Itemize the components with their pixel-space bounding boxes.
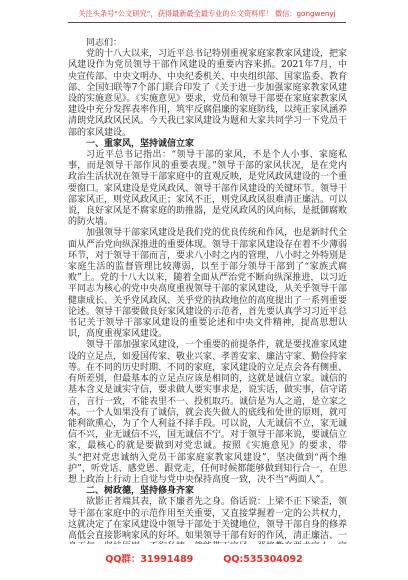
body-paragraph: 欲影正者端其表，欲下廉者先之身。俗话说：上梁不正下梁歪，领导干部在家庭中的示范作用至关重要，又直接掌握着一定的公共权力，这就决定了在家风建设中领导干部处于关键地位，领导干部自身的修养高低会直接影响家风的好坏。如果领导干部有好的作风，清正廉洁、一 bbox=[68, 497, 347, 541]
header-rule bbox=[68, 22, 346, 23]
footer-qq-group: QQ群：31991489 bbox=[105, 554, 194, 565]
page-footer bbox=[0, 554, 408, 566]
body-paragraph: 加强领导干部家风建设是我们党的优良传统和作风，也是新时代全面从严治党向纵深推进的重要体现。领导干部家风建设存在着不少薄弱环节，对于领导干部而言，要求八小时之内的管理，八小时之外特别是家庭生活的监督管理比较薄弱，以至于部分领导干部到了“家族式腐败”上。党的十八大以来，随着全面从严治党不断向纵深推进，以习近平同志为核心的党中央高度重视领导干部的家风建设，从关乎领导干部健康成长、关乎党风政风、关乎党的执政地位的高度提出了一系列重要论述。领导干部要做良好家风建设的示范者，首先要认真学习习近平总书记关于领导干部家风建设的重要论述和中央文件精神，提高思想认识，高度重视家风建设。 bbox=[68, 228, 347, 340]
page-header-promo: 关注头条号“公文研究”，获得最新最全最专业的公文资料库！ 微信：gongwenyj bbox=[78, 9, 336, 18]
salutation: 同志们： bbox=[86, 38, 123, 48]
footer-qq-number: QQ:535304092 bbox=[223, 554, 303, 565]
body-paragraph: 习近平总书记指出：“领导干部的家风，不是个人小事、家庭私事，而是领导干部作风的重要表现。”领导干部的家风状况，是在党内政治生活状况在领导干部家庭中的直观反映，是党风政风建设的一个重要窗口。家风建设是党风政风、领导干部作风建设的关键环节。领导干部家风正，则党风政风正；家风不正，则党风政风很难清正廉洁。可以说，良好家风是不腐家庭的助推器，是党风政风的风向标，是抵御腐败的防火墙。 bbox=[68, 150, 347, 228]
body-paragraph: 领导干部加强家风建设，一个重要的前提条件，就是要找准家风建设的立足点，如爱国传家、敬业兴家、孝善安家、廉洁守家、勤俭持家等。在不同的历史时期、不同的家庭，家风建设的立足点会各有侧重、有所差别，但最基本的立足点应该是相同的，这就是诚信立家。诚信的基本含义是诚实守信，要求做人要实事求是，说实话，做实事，信守诺言，言行一致，不能表里不一、投机取巧。诚信是为人之道，是立家之本。一个人如果没有了诚信，就会丧失做人的底线和处世的原则，就可能利欲熏心，为了个人利益不择手段。可以说，人无诚信不立，家无诚信不兴，业无诚信不兴，国无诚信不宁。对于领导干部来说，要诚信立家，最核心的就是要做到对党忠诚。按照《实施意见》的要求，带头“把对党忠诚纳入党员干部家庭家教家风建设”，坚决做到“两个维护”，听党话、感党恩、跟党走，任何时候都能够做到知行合一，在思想上政治上行动上自觉与党中央保持高度一致，决不当“两面人”。 bbox=[68, 340, 347, 485]
intro-paragraph: 党的十八大以来，习近平总书记特别重视家庭家教家风建设，把家风建设作为党员领导干部作风建设的重要内容来抓。2021年7月，中央宣传部、中央文明办、中央纪委机关、中央组织部、国家监委、教育部、全国妇联等7个部门联合印发了《关于进一步加强家庭家教家风建设的实施意见》。《实施意见》要求，党员和领导干部要在家庭家教家风建设中充分发挥表率作用，筑牢反腐倡廉的家庭防线，以纯正家风涵养清朗党风政风民风。今天我已家风建设为题和大家共同学习一下党员干部的家风建设。 bbox=[68, 49, 347, 138]
section-heading-1: 一、重家风，坚持诚信立家 bbox=[86, 138, 195, 149]
document-body bbox=[68, 38, 347, 544]
section-heading-2: 二、树政德，坚持修身齐家 bbox=[86, 486, 195, 497]
